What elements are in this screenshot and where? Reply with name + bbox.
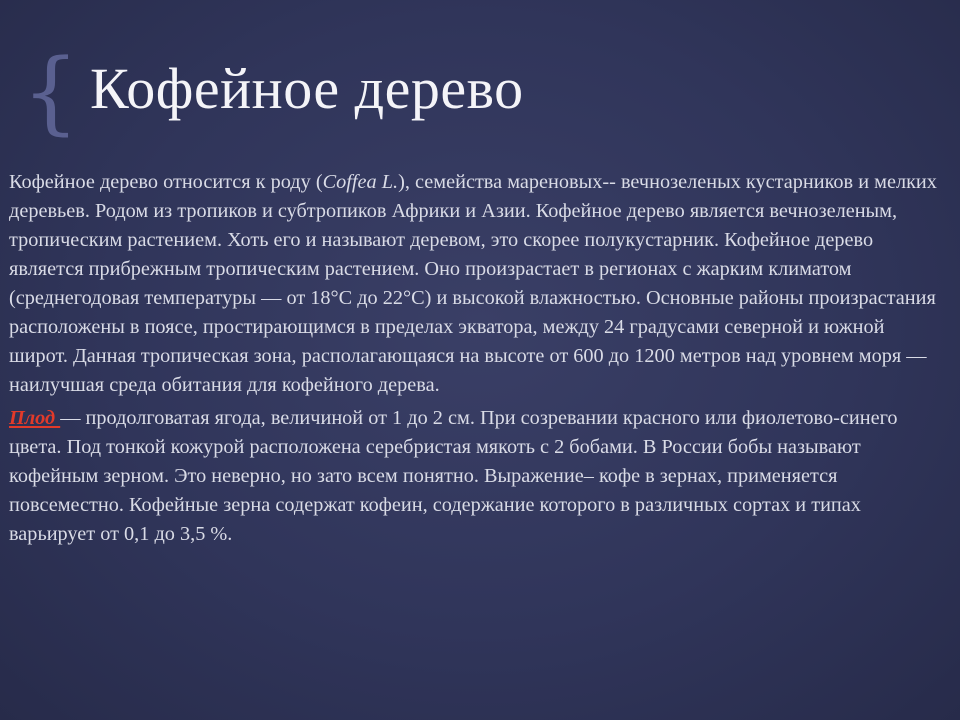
paragraph-fruit-text: — продолговатая ягода, величиной от 1 до 2 см. При созревании красного или фиолетово-синего цвета. Под тонкой кожурой расположена серебристая мякоть с 2 бобами. В России бобы называют кофейным зерном. Это неверно, но зато всем понятно. Выражение– кофе в зернах, применяется повсеместно. Кофейные зерна содержат кофеин, содержание которого в различных сортах и типах варьирует от 0,1 до 3,5 %. xyxy=(9,407,898,545)
paragraph-description-start: Кофейное дерево относится к роду ( xyxy=(9,171,323,193)
slide-body xyxy=(9,168,947,549)
paragraph-description xyxy=(9,168,947,400)
genus-name: Coffea L. xyxy=(322,171,399,193)
paragraph-description-rest: ), семейства мареновых-- вечнозеленых кустарников и мелких деревьев. Родом из тропиков и субтропиков Африки и Азии. Кофейное дерево является вечнозеленым, тропическим растением. Хоть его и называют деревом, это скорее полукустарник. Кофейное дерево является прибрежным тропическим растением. Оно произрастает в регионах с жарким климатом (среднегодовая температуры — от 18°C до 22°C) и высокой влажностью. Основные районы произрастания расположены в поясе, простирающимся в пределах экватора, между 24 градусами северной и южной широт. Данная тропическая зона, располагающаяся на высоте от 600 до 1200 метров над уровнем моря — наилучшая среда обитания для кофейного дерева. xyxy=(9,171,937,396)
slide-title: Кофейное дерево xyxy=(90,56,524,121)
paragraph-fruit xyxy=(9,404,947,549)
brace-decoration: { xyxy=(22,40,80,145)
fruit-link[interactable]: Плод xyxy=(9,407,61,429)
